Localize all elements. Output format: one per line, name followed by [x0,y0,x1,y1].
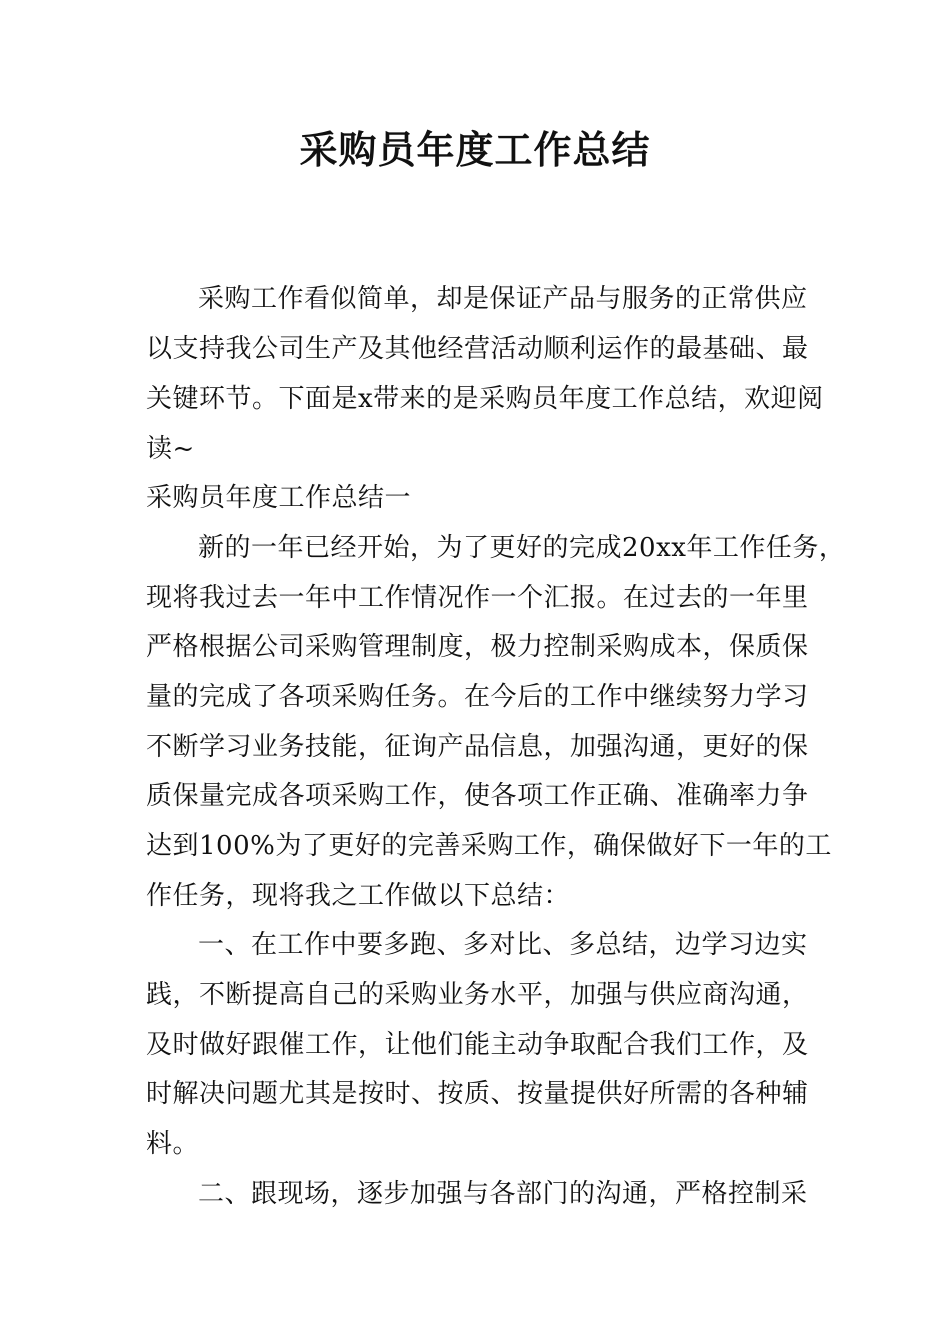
paragraph-line: 料。 [146,1129,200,1159]
paragraph-line: 作任务，现将我之工作做以下总结： [146,881,571,911]
paragraph-line: 达到100%为了更好的完善采购工作，确保做好下一年的工 [146,831,832,861]
paragraph-line: 不断学习业务技能，征询产品信息，加强沟通，更好的保 [146,732,809,762]
paragraph-line: 量的完成了各项采购任务。在今后的工作中继续努力学习 [146,682,809,712]
paragraph-line: 一、在工作中要多跑、多对比、多总结，边学习边实 [198,930,808,960]
paragraph-line: 二、跟现场，逐步加强与各部门的沟通，严格控制采 [198,1179,808,1209]
paragraph-line: 关键环节。下面是x带来的是采购员年度工作总结，欢迎阅 [146,384,824,414]
paragraph-line: 严格根据公司采购管理制度，极力控制采购成本，保质保 [146,632,809,662]
paragraph-line: 质保量完成各项采购工作，使各项工作正确、准确率力争 [146,781,809,811]
paragraph-line: 时解决问题尤其是按时、按质、按量提供好所需的各种辅 [146,1079,809,1109]
section-heading: 采购员年度工作总结一 [146,483,412,513]
paragraph-line: 及时做好跟催工作，让他们能主动争取配合我们工作，及 [146,1030,809,1060]
paragraph-line: 现将我过去一年中工作情况作一个汇报。在过去的一年里 [146,583,809,613]
paragraph-line: 以支持我公司生产及其他经营活动顺利运作的最基础、最 [146,334,809,364]
paragraph-line: 践，不断提高自己的采购业务水平，加强与供应商沟通， [146,980,809,1010]
paragraph-line: 读~ [146,434,195,464]
paragraph-line: 采购工作看似简单，却是保证产品与服务的正常供应 [198,284,808,314]
document-title: 采购员年度工作总结 [299,128,651,172]
paragraph-line: 新的一年已经开始，为了更好的完成20xx年工作任务， [198,533,846,563]
